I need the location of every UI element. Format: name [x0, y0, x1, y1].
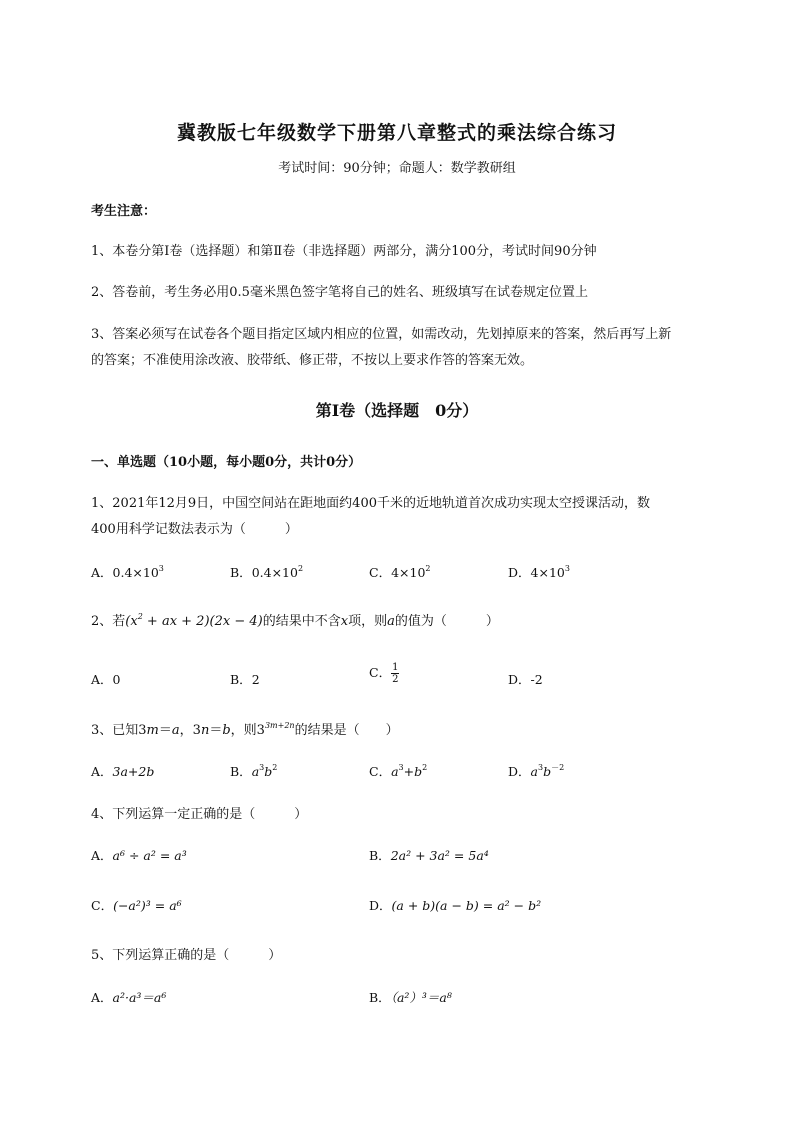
page-title: 冀教版七年级数学下册第八章整式的乘法综合练习 — [176, 122, 617, 144]
exam-subtitle: 考试时间：90分钟；命题人：数学教研组 — [278, 161, 516, 176]
question-5-option-b: B．（a²）³＝a⁸ — [369, 990, 452, 1005]
question-2-option-a: A．0 — [91, 672, 121, 687]
question-4: 4、下列运算一定正确的是（ ） — [91, 807, 308, 822]
question-4-option-b: B．2a² + 3a² = 5a⁴ — [369, 848, 489, 863]
question-1-option-b: B．$0.4\times 10^2$ — [230, 564, 304, 580]
question-2-option-c: C． $\frac{1}{2}$ — [369, 662, 399, 685]
question-2-option-b: B．2 — [230, 672, 260, 687]
question-3-option-b: B．$a^3b^2$ — [230, 763, 278, 779]
question-4-option-d: D．(a + b)(a − b) = a² − b² — [369, 898, 542, 913]
question-1-option-a: A．$0.4\times 10^3$ — [91, 564, 164, 580]
question-3-option-c: C．$a^3+b^2$ — [369, 763, 428, 779]
question-2-expression: ($x^2$ + ax + 2)(2x − 4) — [125, 612, 263, 629]
question-5-option-a: A．a²·a³＝a⁶ — [91, 990, 167, 1005]
notice-item-3-cont: 的答案；不准使用涂改液、胶带纸、修正带，不按以上要求作答的答案无效。 — [91, 353, 534, 368]
question-2-option-d: D．-2 — [508, 672, 543, 687]
question-4-option-c: C．(−a²)³ = a⁶ — [91, 898, 182, 913]
notice-item-1: 1、本卷分第I卷（选择题）和第Ⅱ卷（非选择题）两部分，满分100分，考试时间90分钟 — [91, 244, 597, 259]
question-1-line-1: 1、2021年12月9日，中国空间站在距地面约400千米的近地轨道首次成功实现太空授课活动，数 — [91, 496, 650, 511]
notice-heading: 考生注意： — [91, 204, 157, 219]
question-4-option-a: A．a⁶ ÷ a² = a³ — [91, 848, 187, 863]
question-3-option-a: A．3a+2b — [91, 764, 155, 779]
question-3-option-d: D．$a^3b^{-2}$ — [508, 763, 565, 779]
question-1-line-2: 400用科学记数法表示为（ ） — [91, 522, 298, 537]
question-5: 5、下列运算正确的是（ ） — [91, 948, 282, 963]
question-3: 3、已知3m＝a，3n＝b，则$3^{3m+2n}$的结果是（ ） — [91, 721, 399, 738]
part-heading: 一、单选题（10小题，每小题0分，共计0分） — [91, 455, 362, 470]
fraction-one-half: $\frac{1}{2}$ — [392, 662, 399, 685]
question-1-option-c: C．$4\times 10^2$ — [369, 564, 431, 580]
notice-item-3: 3、答案必须写在试卷各个题目指定区域内相应的位置，如需改动，先划掉原来的答案，然后再写上新 — [91, 327, 672, 342]
question-2: 2、若($x^2$ + ax + 2)(2x − 4)的结果中不含x项，则a的值为（ ） — [91, 612, 499, 629]
section-title: 第I卷（选择题 0分） — [315, 401, 479, 420]
question-1-option-d: D．$4\times 10^3$ — [508, 564, 570, 580]
notice-item-2: 2、答卷前，考生务必用0.5毫米黑色签字笔将自己的姓名、班级填写在试卷规定位置上 — [91, 285, 588, 300]
